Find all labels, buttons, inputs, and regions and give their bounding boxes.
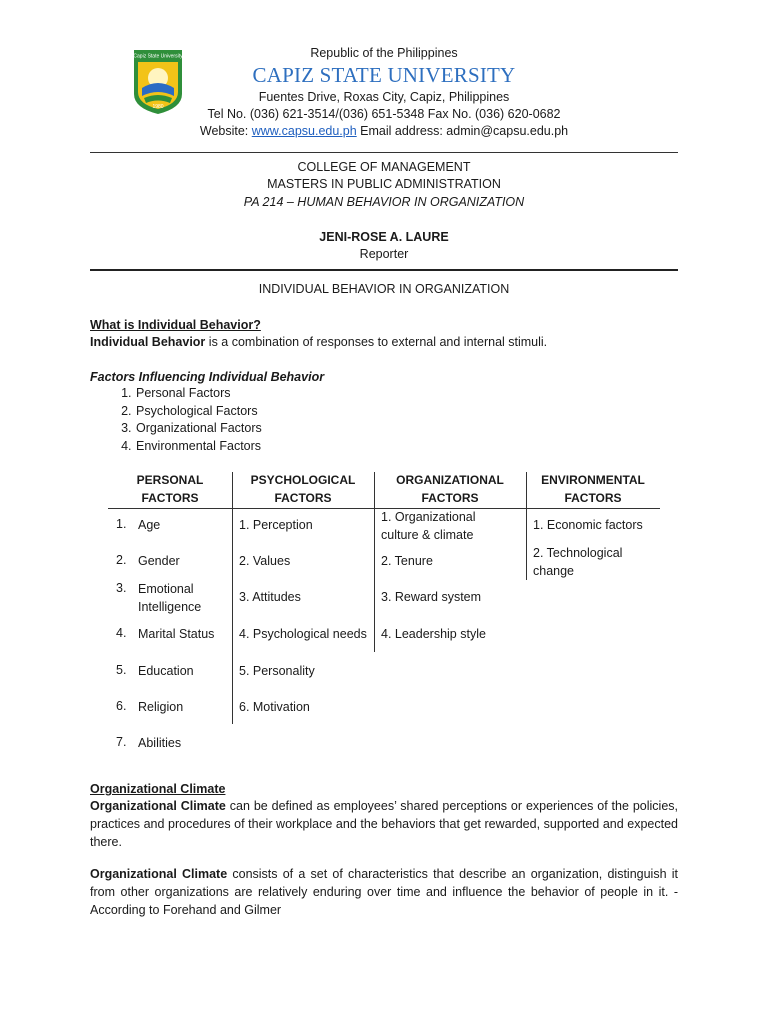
- list-item: 1. Personal Factors: [135, 385, 262, 403]
- psych-item: 3. Attitudes: [239, 590, 301, 604]
- reporter-role: Reporter: [359, 247, 409, 261]
- psych-item: 1. Perception: [239, 518, 313, 532]
- column-divider: [232, 472, 233, 724]
- row-number: 7.: [116, 735, 127, 749]
- definition-heading: What is Individual Behavior?: [90, 318, 261, 332]
- college-line: COLLEGE OF MANAGEMENT: [297, 160, 471, 174]
- climate-heading: Organizational Climate: [90, 782, 226, 796]
- row-number: 1.: [116, 517, 127, 531]
- env-item: 2. Technological change: [533, 546, 623, 578]
- reporter-name: JENI-ROSE A. LAURE: [319, 230, 449, 244]
- row-number: 6.: [116, 699, 127, 713]
- column-header-organizational: ORGANIZATIONAL FACTORS: [396, 473, 504, 505]
- factors-list: [113, 385, 262, 455]
- factors-table: [108, 472, 660, 750]
- contact-line: Tel No. (036) 621-3514/(036) 651-5348 Fax No. (036) 620-0682: [207, 107, 561, 121]
- list-item: 4. Environmental Factors: [135, 438, 262, 456]
- list-item: 2. Psychological Factors: [135, 403, 262, 421]
- climate-paragraph-1: Organizational Climate can be defined as employees’ shared perceptions or experiences of the policies, practices and procedures of their workplace and the behaviors that get rewarded, supported and expected there.: [90, 799, 678, 849]
- logo-text: Capiz State University: [133, 53, 183, 60]
- column-header-psychological: PSYCHOLOGICAL FACTORS: [250, 473, 356, 505]
- website-line: [0, 124, 768, 138]
- org-item: 2. Tenure: [381, 554, 433, 568]
- column-header-personal: PERSONAL FACTORS: [136, 473, 204, 505]
- republic-line: Republic of the Philippines: [310, 46, 458, 60]
- personal-item-emotional: Emotional Intelligence: [138, 582, 202, 614]
- section-divider: [90, 269, 678, 271]
- personal-item-gender: Gender: [138, 554, 180, 568]
- personal-item-abilities: Abilities: [138, 736, 182, 750]
- website-link[interactable]: www.capsu.edu.ph: [251, 124, 357, 138]
- program-line: MASTERS IN PUBLIC ADMINISTRATION: [267, 177, 501, 191]
- org-item: 3. Reward system: [381, 590, 482, 604]
- personal-item-marital: Marital Status: [138, 627, 215, 641]
- factors-heading: Factors Influencing Individual Behavior: [90, 370, 325, 384]
- definition-text: is a combination of responses to external and internal stimuli.: [205, 335, 548, 349]
- psych-item: 2. Values: [239, 554, 291, 568]
- row-number: 5.: [116, 663, 127, 677]
- climate-paragraph-2: Organizational Climate consists of a set of characteristics that describe an organization, distinguish it from other organizations are relatively enduring over time and influence the behavior of people in it. - According to Forehand and Gilmer: [90, 867, 678, 917]
- subject-line: PA 214 – HUMAN BEHAVIOR IN ORGANIZATION: [243, 195, 525, 209]
- column-header-environmental: ENVIRONMENTAL FACTORS: [541, 473, 645, 505]
- org-item: 1. Organizational culture & climate: [381, 510, 476, 542]
- column-divider: [374, 472, 375, 652]
- university-name: CAPIZ STATE UNIVERSITY: [252, 63, 516, 87]
- header-divider: [90, 152, 678, 153]
- org-item: 4. Leadership style: [381, 627, 486, 641]
- row-number: 3.: [116, 581, 127, 595]
- definition-term: Individual Behavior: [90, 335, 206, 349]
- env-item: 1. Economic factors: [533, 518, 643, 532]
- psych-item: 6. Motivation: [239, 700, 310, 714]
- psych-item: 5. Personality: [239, 664, 315, 678]
- psych-item: 4. Psychological needs: [239, 627, 367, 641]
- list-item: 3. Organizational Factors: [135, 420, 262, 438]
- row-number: 2.: [116, 553, 127, 567]
- logo-year: 1980: [152, 104, 164, 110]
- website-label: Website:: [199, 124, 252, 138]
- row-number: 4.: [116, 626, 127, 640]
- definition-paragraph: [90, 333, 678, 351]
- email-text: Email address: admin@capsu.edu.ph: [356, 124, 569, 138]
- topic-title: INDIVIDUAL BEHAVIOR IN ORGANIZATION: [258, 282, 510, 296]
- column-divider: [526, 472, 527, 580]
- personal-item-age: Age: [138, 518, 161, 532]
- personal-item-education: Education: [138, 664, 194, 678]
- address-line: Fuentes Drive, Roxas City, Capiz, Philippines: [258, 90, 510, 104]
- personal-item-religion: Religion: [138, 700, 184, 714]
